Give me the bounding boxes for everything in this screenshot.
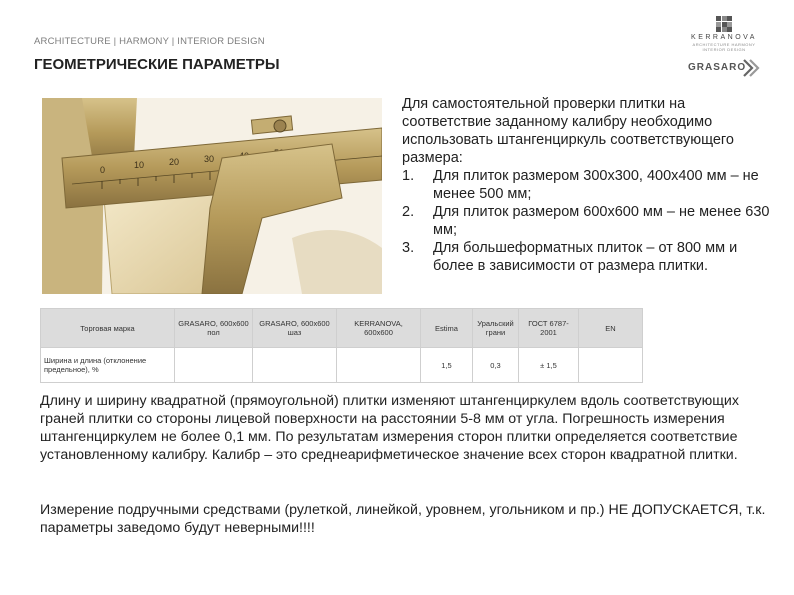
grasaro-chevron-icon — [742, 58, 760, 78]
scale-number-30: 30 — [204, 154, 215, 164]
scale-number-10: 10 — [134, 160, 145, 170]
grasaro-logo-text: GRASARO — [688, 62, 747, 73]
table-header-cell: GRASARO, 600х600 пол — [175, 309, 253, 348]
kerranova-logo-mark — [716, 16, 732, 32]
list-item-number: 3. — [402, 240, 415, 256]
tolerance-table — [40, 308, 643, 383]
table-header-cell: KERRANOVA, 600х600 — [337, 309, 421, 348]
table-cell: 0,3 — [473, 348, 519, 383]
list-item — [402, 239, 772, 275]
table-cell: Ширина и длина (отклонение предельное), % — [41, 348, 175, 383]
list-item-text: Для большеформатных плиток – от 800 мм и более в зависимости от размера плитки. — [433, 240, 738, 274]
kerranova-logo-tagline: ARCHITECTURE HARMONY INTERIOR DESIGN — [692, 42, 756, 52]
table-cell — [175, 348, 253, 383]
table-header-cell: GRASARO, 600х600 шаз — [253, 309, 337, 348]
measurement-paragraph: Длину и ширину квадратной (прямоугольной) плитки изменяют штангенциркулем вдоль соответствующих граней плитки со стороны лицевой поверхности на расстоянии 5-8 мм от угла. Погрешность измерения штангенциркулем не более 0,1 мм. По результатам измерения сторон плитки определяется соответствие установленному калибру. Калибр – это среднеарифметическое значение всех сторон квадратной плитки. — [40, 393, 739, 463]
table-cell — [253, 348, 337, 383]
scale-number-20: 20 — [169, 157, 180, 167]
list-item-number: 2. — [402, 204, 415, 220]
list-item-text: Для плиток размером 600х600 мм – не менее 630 мм; — [433, 204, 770, 238]
list-item — [402, 203, 772, 239]
caliper-illustration — [42, 98, 382, 294]
table-header-cell: Торговая марка — [41, 309, 175, 348]
table-cell — [579, 348, 643, 383]
grasaro-logo — [688, 58, 760, 78]
kerranova-logo-text: KERRANOVA — [691, 34, 757, 41]
list-item-number: 1. — [402, 168, 415, 184]
table-header-cell: EN — [579, 309, 643, 348]
kerranova-logo — [688, 16, 760, 52]
table-header-cell: Estima — [421, 309, 473, 348]
table-cell — [337, 348, 421, 383]
warning-paragraph: Измерение подручными средствами (рулеткой, линейкой, уровнем, угольником и пр.) НЕ ДОПУСКАЕТСЯ, т.к. параметры заведомо будут неверными!!!! — [40, 502, 766, 536]
table-cell: 1,5 — [421, 348, 473, 383]
scale-number-0: 0 — [100, 165, 106, 175]
table-header-cell: Уральский грани — [473, 309, 519, 348]
table-header-row — [41, 309, 643, 348]
caliper-photo — [42, 98, 382, 294]
page-title: ГЕОМЕТРИЧЕСКИЕ ПАРАМЕТРЫ — [34, 56, 280, 73]
list-item — [402, 167, 772, 203]
table-row — [41, 348, 643, 383]
list-item-text: Для плиток размером 300х300, 400х400 мм – не менее 500 мм; — [433, 168, 759, 202]
intro-block — [402, 95, 772, 275]
header-tagline: ARCHITECTURE | HARMONY | INTERIOR DESIGN — [34, 36, 265, 47]
caliper-size-list — [402, 167, 772, 275]
table-cell: ± 1,5 — [519, 348, 579, 383]
table-header-cell: ГОСТ 6787-2001 — [519, 309, 579, 348]
intro-text: Для самостоятельной проверки плитки на соответствие заданному калибру необходимо использовать штангенциркуль соответствующего размера: — [402, 96, 734, 166]
